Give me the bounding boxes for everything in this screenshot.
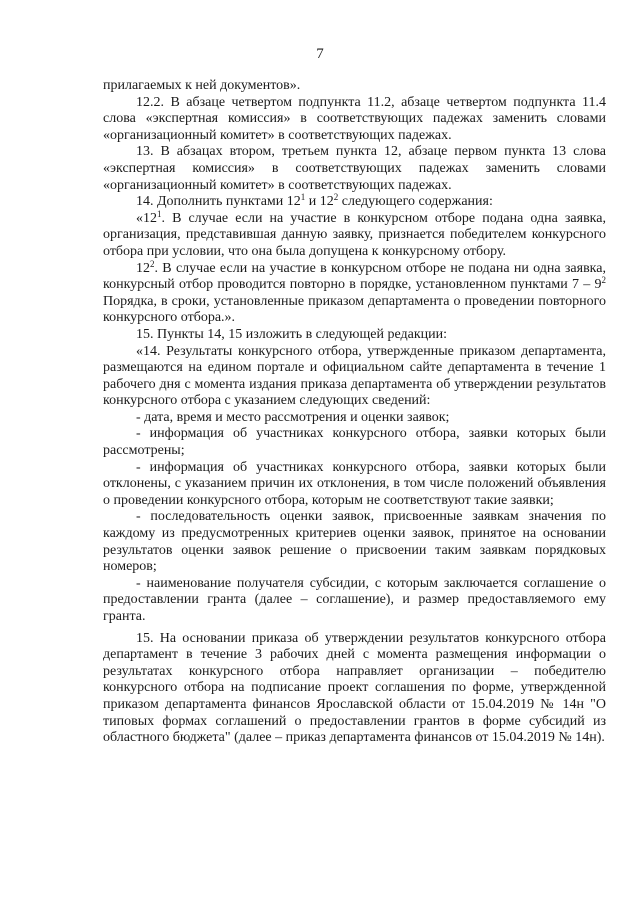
- paragraph-p2: [103, 144, 606, 194]
- superscript: 2: [601, 275, 606, 286]
- text-run: 13. В абзацах втором, третьем пункта 12, абзаце первом пункта 13 слова «экспертная комиссия» в соответствующих падежах заменить словами «организационный комитет» в соответствующих падежах.: [103, 144, 606, 193]
- text-run: . В случае если на участие в конкурсном отборе не подана ни одна заявка, конкурсный отбор проводится повторно в порядке, установленном пунктами 7 – 9: [103, 260, 606, 293]
- paragraph-p7: [103, 344, 606, 410]
- text-run: - информация об участниках конкурсного отбора, заявки которых были рассмотрены;: [103, 426, 606, 459]
- paragraph-p5: [103, 258, 606, 327]
- superscript: 1: [300, 192, 306, 203]
- document-body: [103, 78, 606, 747]
- paragraph-p13: [103, 631, 606, 747]
- text-run: 14. Дополнить пунктами 12: [136, 194, 301, 210]
- text-run: 12.2. В абзаце четвертом подпункта 11.2, абзаце четвертом подпункта 11.4 слова «экспертная комиссия» в соответствующих падежах заменить словами «организационный комитет» в соответствующих падежах.: [103, 94, 606, 143]
- paragraph-p3: [103, 194, 606, 211]
- text-run: 12: [136, 260, 150, 276]
- paragraph-p9: [103, 426, 606, 459]
- paragraph-p11: [103, 509, 606, 575]
- paragraph-p0: [103, 78, 606, 95]
- paragraph-p1: [103, 95, 606, 145]
- superscript: 2: [150, 258, 155, 269]
- text-run: 15. На основании приказа об утверждении результатов конкурсного отбора департамент в течение 3 рабочих дней с момента размещения информации о результатах конкурсного отбора направляет организации – победителю конкурсного отбора на подписание проект соглашения по форме, утвержденной приказом департамента финансов Ярославской области от 15.04.2019 № 14н "О типовых формах соглашений о предоставлении грантов в форме субсидий из областного бюджета" (далее – приказ департамента финансов от 15.04.2019 № 14н).: [103, 630, 606, 746]
- text-run: Порядка, в сроки, установленные приказом департамента о проведении повторного конкурсного отбора.».: [103, 293, 606, 326]
- text-run: . В случае если на участие в конкурсном отборе подана одна заявка, организация, представившая данную заявку, признается победителем конкурсного отбора при условии, что она была допущена к конкурсному отбору.: [103, 210, 606, 259]
- text-run: и 12: [305, 194, 334, 210]
- text-run: - дата, время и место рассмотрения и оценки заявок;: [136, 409, 450, 425]
- paragraph-p8: [103, 410, 606, 427]
- superscript: 1: [157, 208, 162, 219]
- paragraph-p12: [103, 576, 606, 626]
- text-run: «14. Результаты конкурсного отбора, утвержденные приказом департамента, размещаются на едином портале и официальном сайте департамента в течение 1 рабочего дня с момента издания приказа департамента об утверждении результатов конкурсного отбора с указанием следующих сведений:: [103, 343, 606, 409]
- paragraph-p6: [103, 327, 606, 344]
- text-run: - наименование получателя субсидии, с которым заключается соглашение о предоставлении гранта (далее – соглашение), и размер предоставляемого ему гранта.: [103, 575, 606, 624]
- text-run: прилагаемых к ней документов».: [103, 78, 301, 93]
- text-run: «12: [136, 210, 157, 226]
- superscript: 2: [333, 192, 339, 203]
- text-run: следующего содержания:: [338, 194, 493, 210]
- paragraph-p10: [103, 460, 606, 510]
- text-run: - информация об участниках конкурсного отбора, заявки которых были отклонены, с указанием причин их отклонения, в том числе положений объявления о проведении конкурсного отбора, которым не соответствуют такие заявки;: [103, 459, 606, 508]
- page-number: 7: [316, 46, 324, 62]
- text-run: 15. Пункты 14, 15 изложить в следующей редакции:: [136, 326, 448, 342]
- text-run: - последовательность оценки заявок, присвоенные заявкам значения по каждому из предусмотренных критериев оценки заявок, принятое на основании результатов оценки заявок решение о присвоении таким заявкам порядковых номеров;: [103, 509, 606, 575]
- paragraph-p4: [103, 208, 606, 261]
